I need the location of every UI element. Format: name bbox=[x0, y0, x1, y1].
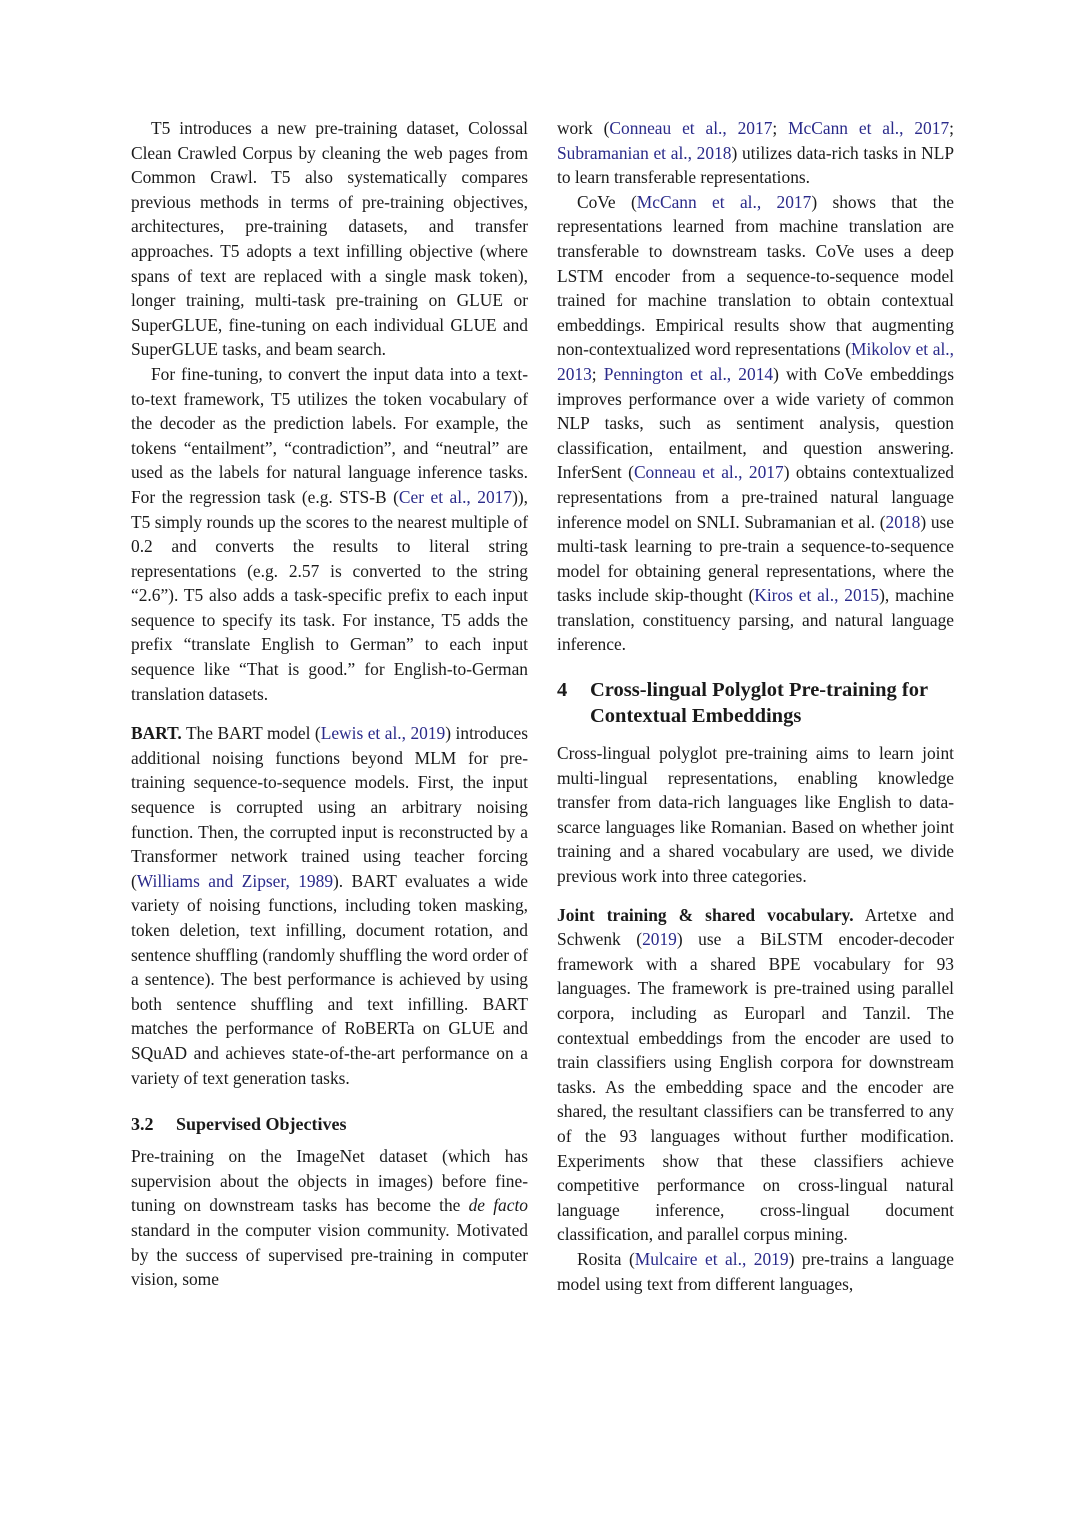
section-number: 4 bbox=[557, 679, 568, 702]
paragraph-text: ; bbox=[949, 118, 954, 138]
section-heading-3-2 bbox=[131, 1112, 528, 1136]
cove-paragraph bbox=[557, 190, 954, 657]
citation-link[interactable]: Conneau et al., 2017 bbox=[633, 462, 784, 483]
paragraph-text: ; bbox=[591, 363, 604, 384]
paragraph-text: CoVe ( bbox=[577, 191, 637, 212]
left-column bbox=[131, 116, 528, 1292]
paragraph-text: ) use a BiLSTM encoder-decoder framework with a shared BPE vocabulary for 93 languages. The framework is pre-trained using parallel corpora, including as Europarl and Tanzil. The contextual embeddings from the encoder are used to train classifiers using English corpora for downstream tasks. As the embedding space and the encoder are shared, the resultant classifiers can be transferred to any of the 93 languages without further modification. Experiments show that these classifiers achieve competitive performance on cross-lingual natural language inference, cross-lingual document classification, and parallel corpus mining. bbox=[557, 929, 954, 1245]
citation-link[interactable]: 2019 bbox=[642, 929, 677, 950]
citation-link[interactable]: Mulcaire et al., 2019 bbox=[634, 1248, 789, 1269]
polyglot-intro-paragraph bbox=[557, 741, 954, 889]
citation-link[interactable]: Cer et al., 2017 bbox=[398, 486, 513, 507]
section-heading-4 bbox=[557, 677, 954, 729]
paragraph-text: ) utilizes data-rich tasks in NLP to learn transferable representations. bbox=[557, 142, 954, 188]
right-column bbox=[557, 116, 954, 1296]
paragraph-text: For fine-tuning, to convert the input data into a text-to-text framework, T5 utilizes the token vocabulary of the decoder as the prediction labels. For example, the tokens “entailment”, “contradiction”, and “neutral” are used as the labels for natural language inference tasks. For the regression task (e.g. STS-B ( bbox=[131, 363, 528, 507]
rosita-paragraph bbox=[557, 1247, 954, 1296]
paragraph-text: ) pre-trains a language model using text from different languages, bbox=[557, 1248, 954, 1294]
paragraph-text: T5 introduces a new pre-training dataset, Colossal Clean Crawled Corpus by cleaning the web pages from Common Crawl. T5 also systematically compares previous methods in terms of pre-training objectives, architectures, pre-training datasets, and transfer approaches. T5 adopts a text infilling objective (where spans of text are replaced with a single mask token), longer training, multi-task pre-training on GLUE or SuperGLUE, fine-tuning on each individual GLUE and SuperGLUE tasks, and beam search. bbox=[131, 118, 528, 360]
citation-link[interactable]: Kiros et al., 2015 bbox=[754, 585, 880, 606]
citation-link[interactable]: Mikolov et al., 2013 bbox=[557, 339, 955, 384]
citation-link[interactable]: Lewis et al., 2019 bbox=[320, 723, 446, 744]
bart-paragraph bbox=[131, 721, 528, 1090]
citation-link[interactable]: Subramanian et al., 2018 bbox=[557, 142, 732, 163]
citation-link[interactable]: 2018 bbox=[885, 511, 921, 532]
paragraph-text: ) obtains contextualized representations from a pre-trained natural language inference model on SNLI. Subramanian et al. ( bbox=[557, 462, 954, 532]
citation-link[interactable]: Williams and Zipser, 1989 bbox=[136, 870, 334, 891]
continued-paragraph bbox=[557, 116, 954, 190]
supervised-paragraph bbox=[131, 1144, 528, 1292]
paragraph-text: Rosita ( bbox=[577, 1248, 635, 1269]
paragraph-text: Cross-lingual polyglot pre-training aims to learn joint multi-lingual representations, enabling knowledge transfer from data-rich languages like English to data-scarce languages like Romanian. Based on whether joint training and a shared vocabulary are used, we divide previous work into three categories. bbox=[557, 743, 954, 887]
paragraph-text: ; bbox=[772, 118, 789, 138]
joint-training-paragraph bbox=[557, 903, 954, 1247]
paragraph-text: ) shows that the representations learned from machine translation are transferable to downstream tasks. CoVe uses a deep LSTM encoder from a sequence-to-sequence model trained for machine translation to obtain contextual embeddings. Empirical results show that augmenting non-contextualized word representations ( bbox=[557, 191, 954, 360]
paragraph-text: Pre-training on the ImageNet dataset (which has supervision about the objects in images) before fine-tuning on downstream tasks has become the bbox=[131, 1146, 528, 1216]
citation-link[interactable]: McCann et al., 2017 bbox=[636, 191, 812, 212]
paragraph-text: ), machine translation, constituency parsing, and natural language inference. bbox=[557, 585, 954, 655]
italic-text: de facto bbox=[468, 1195, 528, 1216]
paragraph-text: The BART model ( bbox=[181, 723, 321, 744]
paragraph-lead: BART. bbox=[131, 723, 182, 744]
paragraph-text: work ( bbox=[557, 118, 610, 138]
citation-link[interactable]: McCann et al., 2017 bbox=[788, 118, 950, 138]
t5-finetuning-paragraph bbox=[131, 362, 528, 706]
citation-link[interactable]: Conneau et al., 2017 bbox=[609, 118, 773, 138]
paragraph-text: Artetxe and Schwenk ( bbox=[557, 904, 954, 950]
t5-paragraph bbox=[131, 116, 528, 362]
paragraph-text: ). BART evaluates a wide variety of noising functions, including token masking, token deletion, text infilling, document rotation, and sentence shuffling (randomly shuffling the word order of a sentence). The best performance is achieved by using both sentence shuffling and text infilling. BART matches the performance of RoBERTa on GLUE and SQuAD and achieves state-of-the-art performance on a variety of text generation tasks. bbox=[131, 870, 528, 1088]
paragraph-text: )), T5 simply rounds up the scores to the nearest multiple of 0.2 and converts the results to literal string representations (e.g. 2.57 is converted to the string “2.6”). T5 also adds a task-specific prefix to each input sequence to specify its task. For instance, T5 adds the prefix “translate English to German” to each input sequence like “That is good.” for English-to-German translation datasets. bbox=[131, 486, 528, 704]
paragraph-text: ) introduces additional noising functions beyond MLM for pre-training sequence-to-sequence models. First, the input sequence is corrupted using an arbitrary noising function. Then, the corrupted input is reconstructed by a Transformer network trained using teacher forcing ( bbox=[131, 723, 528, 891]
citation-link[interactable]: Pennington et al., 2014 bbox=[603, 363, 774, 384]
paragraph-text: standard in the computer vision community. Motivated by the success of supervised pre-training in computer vision, some bbox=[131, 1219, 528, 1290]
section-number: 3.2 bbox=[131, 1114, 154, 1135]
section-title: Cross-lingual Polyglot Pre-training for Contextual Embeddings bbox=[590, 679, 928, 728]
section-title: Supervised Objectives bbox=[176, 1114, 347, 1135]
paragraph-text: ) with CoVe embeddings improves performance over a wide variety of common NLP tasks, such as sentiment analysis, question classification, entailment, and question answering. InferSent ( bbox=[557, 363, 954, 483]
paragraph-text: ) use multi-task learning to pre-train a sequence-to-sequence model for obtaining general representations, where the tasks include skip-thought ( bbox=[557, 511, 954, 606]
paragraph-lead: Joint training & shared vocabulary. bbox=[557, 904, 854, 925]
